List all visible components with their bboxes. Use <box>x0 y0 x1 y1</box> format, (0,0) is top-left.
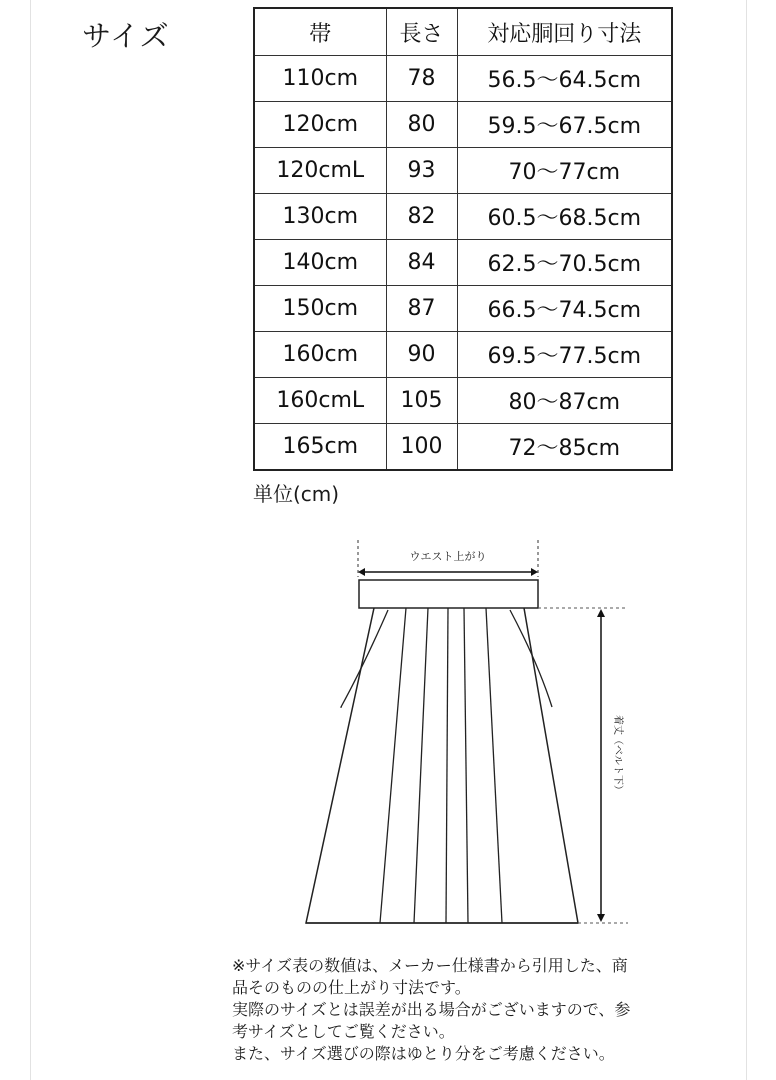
table-row <box>254 377 672 423</box>
pleat-line <box>380 608 406 923</box>
cell-length: 87 <box>386 285 457 331</box>
waist-arrowhead-left <box>358 568 365 576</box>
header-length: 長さ <box>386 8 457 56</box>
waist-label: ウエスト上がり <box>409 550 487 563</box>
note-line: 実際のサイズとは誤差が出る場合がございますので、参 <box>232 1000 631 1019</box>
pleat-line <box>446 608 448 923</box>
side-slit-left <box>341 610 388 707</box>
table-row <box>254 101 672 147</box>
cell-length: 90 <box>386 331 457 377</box>
cell-belt: 110cm <box>254 56 386 102</box>
table-row <box>254 285 672 331</box>
cell-length: 93 <box>386 147 457 193</box>
table-row <box>254 56 672 102</box>
length-arrowhead-top <box>597 609 605 617</box>
cell-belt: 120cmL <box>254 147 386 193</box>
note-line: また、サイズ選びの際はゆとり分をご考慮ください。 <box>232 1044 615 1063</box>
page-title: サイズ <box>82 19 170 53</box>
cell-length: 78 <box>386 56 457 102</box>
table-row <box>254 147 672 193</box>
length-label: 着丈（ベルト下） <box>612 715 623 795</box>
cell-belt: 140cm <box>254 239 386 285</box>
table-header-row <box>254 8 672 56</box>
header-waist: 対応胴回り寸法 <box>457 8 672 56</box>
cell-belt: 120cm <box>254 101 386 147</box>
cell-belt: 130cm <box>254 193 386 239</box>
cell-waist: 62.5〜70.5cm <box>457 239 672 285</box>
note-line: 考サイズとしてご覧ください。 <box>232 1022 455 1041</box>
belt-band <box>359 580 538 608</box>
cell-length: 100 <box>386 423 457 470</box>
cell-waist: 56.5〜64.5cm <box>457 56 672 102</box>
cell-length: 105 <box>386 377 457 423</box>
cell-length: 80 <box>386 101 457 147</box>
hakama-diagram <box>296 535 646 930</box>
note-line: 品そのものの仕上がり寸法です。 <box>232 978 471 997</box>
cell-belt: 160cmL <box>254 377 386 423</box>
cell-length: 82 <box>386 193 457 239</box>
cell-waist: 70〜77cm <box>457 147 672 193</box>
table-row <box>254 239 672 285</box>
note-line: ※サイズ表の数値は、メーカー仕様書から引用した、商 <box>232 956 628 975</box>
table-row <box>254 193 672 239</box>
pleat-line <box>486 608 502 923</box>
table-row <box>254 423 672 470</box>
cell-belt: 150cm <box>254 285 386 331</box>
pleat-line <box>464 608 468 923</box>
cell-waist: 66.5〜74.5cm <box>457 285 672 331</box>
skirt-outline <box>306 608 578 923</box>
cell-waist: 60.5〜68.5cm <box>457 193 672 239</box>
cell-waist: 59.5〜67.5cm <box>457 101 672 147</box>
cell-belt: 165cm <box>254 423 386 470</box>
pleat-line <box>414 608 428 923</box>
table-row <box>254 331 672 377</box>
header-belt: 帯 <box>254 8 386 56</box>
size-table <box>253 7 673 471</box>
cell-waist: 69.5〜77.5cm <box>457 331 672 377</box>
cell-waist: 72〜85cm <box>457 423 672 470</box>
cell-belt: 160cm <box>254 331 386 377</box>
side-slit-right <box>510 610 552 707</box>
cell-length: 84 <box>386 239 457 285</box>
size-note <box>232 955 702 1065</box>
page-edge-left <box>30 0 31 1080</box>
page-edge-right <box>746 0 747 1080</box>
waist-arrowhead-right <box>531 568 538 576</box>
length-arrowhead-bottom <box>597 914 605 922</box>
unit-label: 単位(cm) <box>253 482 340 506</box>
cell-waist: 80〜87cm <box>457 377 672 423</box>
